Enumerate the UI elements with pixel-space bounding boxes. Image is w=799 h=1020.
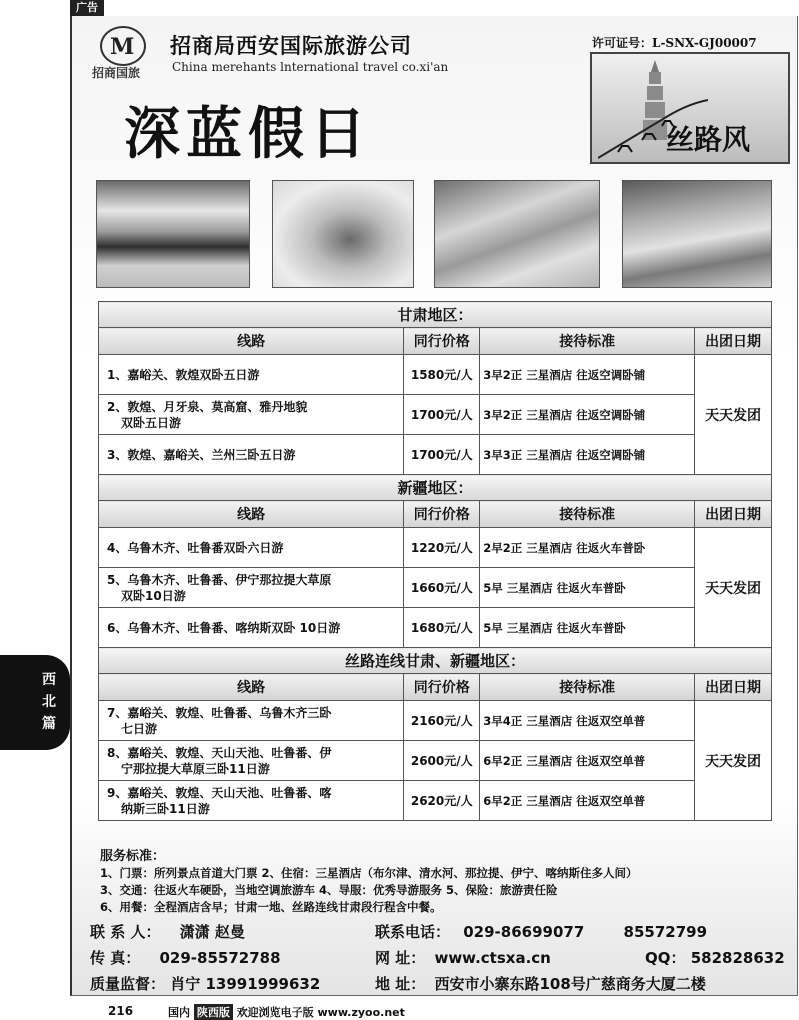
quality-value: 肖宁 13991999632: [170, 975, 321, 993]
route-standard: 3早3正 三星酒店 往返空调卧铺: [480, 435, 695, 475]
service-line: 6、用餐：全程酒店含早；甘肃一地、丝路连线甘肃段行程含中餐。: [100, 900, 442, 914]
service-line: 1、门票：所列景点首道大门票 2、住宿：三星酒店（布尔津、清水河、那拉提、伊宁、喀纳斯住多人间）: [100, 866, 638, 880]
region-name: 丝路连线甘肃、新疆地区：: [99, 648, 772, 674]
route-name: [99, 741, 404, 781]
column-header: 线路: [99, 501, 404, 528]
service-line: 3、交通：往返火车硬卧，当地空调旅游车 4、导服：优秀导游服务 5、保险：旅游责任险: [100, 883, 558, 897]
route-line: 双卧10日游: [121, 588, 186, 603]
photo-desert-lake: [272, 180, 414, 288]
fax-label: 传 真：: [90, 949, 141, 967]
route-standard: 6早2正 三星酒店 往返双空单普: [480, 781, 695, 821]
route-standard: 3早4正 三星酒店 往返双空单普: [480, 701, 695, 741]
company-name-cn: 招商局西安国际旅游公司: [170, 34, 412, 58]
route-name: [99, 781, 404, 821]
route-price: 1220元/人: [404, 528, 480, 568]
photo-strip: [96, 180, 776, 292]
route-line: 8、嘉峪关、敦煌、天山天池、吐鲁番、伊: [107, 745, 332, 760]
quality-label: 质量监督：: [90, 975, 166, 993]
route-line: 4、乌鲁木齐、吐鲁番双卧六日游: [107, 540, 284, 555]
footer-edition-badge: 陕西版: [194, 1004, 233, 1020]
table-row: [99, 568, 772, 608]
table-row: [99, 781, 772, 821]
column-header: 线路: [99, 674, 404, 701]
route-standard: 5早 三星酒店 往返火车普卧: [480, 568, 695, 608]
phone-value-2: 85572799: [623, 923, 708, 941]
table-row: [99, 741, 772, 781]
route-line: 双卧五日游: [121, 415, 182, 430]
qq-value: 582828632: [690, 949, 785, 967]
departure-date: 天天发团: [695, 355, 772, 475]
table-row: [99, 435, 772, 475]
company-logo-icon: M: [100, 26, 146, 66]
column-header: 接待标准: [480, 501, 695, 528]
address-label: 地 址：: [375, 975, 426, 993]
route-price: 1580元/人: [404, 355, 480, 395]
column-header: 出团日期: [695, 674, 772, 701]
route-name: [99, 608, 404, 648]
footer-site[interactable]: 欢迎浏览电子版 www.zyoo.net: [236, 1006, 405, 1019]
qq-label: QQ：: [645, 949, 686, 967]
routes-table: [98, 301, 772, 821]
column-header: 线路: [99, 328, 404, 355]
region-header-row: [99, 475, 772, 501]
departure-date: 天天发团: [695, 528, 772, 648]
route-line: 七日游: [121, 721, 158, 736]
route-line: 2、敦煌、月牙泉、莫高窟、雅丹地貌: [107, 399, 308, 414]
footer-text: [168, 1004, 405, 1020]
license-number: 许可证号：L-SNX-GJ00007: [592, 36, 757, 50]
column-header: 同行价格: [404, 674, 480, 701]
route-standard: 6早2正 三星酒店 往返双空单普: [480, 741, 695, 781]
photo-sand-dunes-camels: [434, 180, 600, 288]
table-row: [99, 395, 772, 435]
route-price: 2160元/人: [404, 701, 480, 741]
route-price: 1700元/人: [404, 395, 480, 435]
route-line: 宁那拉提大草原三卧11日游: [121, 761, 270, 776]
table-row: [99, 355, 772, 395]
photo-crescent-spring: [622, 180, 772, 288]
column-header-row: [99, 674, 772, 701]
phone-label: 联系电话：: [375, 923, 451, 941]
region-name: 甘肃地区：: [99, 302, 772, 328]
route-name: [99, 568, 404, 608]
route-line: 纳斯三卧11日游: [121, 801, 210, 816]
route-price: 1700元/人: [404, 435, 480, 475]
route-name: [99, 528, 404, 568]
route-price: 2620元/人: [404, 781, 480, 821]
route-price: 2600元/人: [404, 741, 480, 781]
website-link[interactable]: www.ctsxa.cn: [434, 949, 551, 967]
logo-text: 招商国旅: [92, 66, 141, 80]
route-line: 5、乌鲁木齐、吐鲁番、伊宁那拉提大草原: [107, 572, 332, 587]
region-header-row: [99, 302, 772, 328]
departure-date: 天天发团: [695, 701, 772, 821]
company-name-en: China merehants lnternational travel co.xi'an: [172, 60, 449, 74]
route-standard: 3早2正 三星酒店 往返空调卧铺: [480, 395, 695, 435]
route-line: 7、嘉峪关、敦煌、吐鲁番、乌鲁木齐三卧: [107, 705, 332, 720]
route-name: [99, 701, 404, 741]
route-line: 1、嘉峪关、敦煌双卧五日游: [107, 367, 260, 382]
route-name: [99, 435, 404, 475]
route-price: 1660元/人: [404, 568, 480, 608]
fax-value: 029-85572788: [159, 949, 281, 967]
column-header: 同行价格: [404, 328, 480, 355]
route-line: 3、敦煌、嘉峪关、兰州三卧五日游: [107, 447, 296, 462]
column-header: 出团日期: [695, 328, 772, 355]
page-number: 216: [108, 1004, 134, 1018]
route-price: 1680元/人: [404, 608, 480, 648]
ad-label: 广告: [70, 0, 104, 16]
address-value: 西安市小寨东路108号广慈商务大厦二楼: [434, 975, 706, 993]
region-header-row: [99, 648, 772, 674]
footer-left: 国内: [168, 1006, 190, 1019]
route-line: 9、嘉峪关、敦煌、天山天池、吐鲁番、喀: [107, 785, 332, 800]
table-row: [99, 528, 772, 568]
contact-person-value: 潇潇 赵曼: [179, 923, 245, 941]
route-standard: 5早 三星酒店 往返火车普卧: [480, 608, 695, 648]
column-header: 同行价格: [404, 501, 480, 528]
website-label: 网 址：: [375, 949, 426, 967]
route-line: 6、乌鲁木齐、吐鲁番、喀纳斯双卧 10日游: [107, 620, 341, 635]
column-header: 出团日期: [695, 501, 772, 528]
region-name: 新疆地区：: [99, 475, 772, 501]
table-row: [99, 701, 772, 741]
photo-grassland-horses: [96, 180, 250, 288]
table-row: [99, 608, 772, 648]
ad-title: 深蓝假日: [124, 101, 372, 167]
route-standard: 3早2正 三星酒店 往返空调卧铺: [480, 355, 695, 395]
route-name: [99, 395, 404, 435]
silk-road-label: 丝路风: [666, 123, 751, 156]
route-standard: 2早2正 三星酒店 往返火车普卧: [480, 528, 695, 568]
column-header: 接待标准: [480, 328, 695, 355]
phone-value: 029-86699077: [463, 923, 585, 941]
column-header-row: [99, 328, 772, 355]
service-standards: [100, 848, 638, 916]
column-header: 接待标准: [480, 674, 695, 701]
column-header-row: [99, 501, 772, 528]
route-name: [99, 355, 404, 395]
silk-road-panel: [590, 52, 790, 164]
region-side-tab: 西北篇: [0, 655, 70, 750]
contact-person-label: 联 系 人：: [90, 923, 161, 941]
service-title: 服务标准：: [100, 849, 166, 864]
